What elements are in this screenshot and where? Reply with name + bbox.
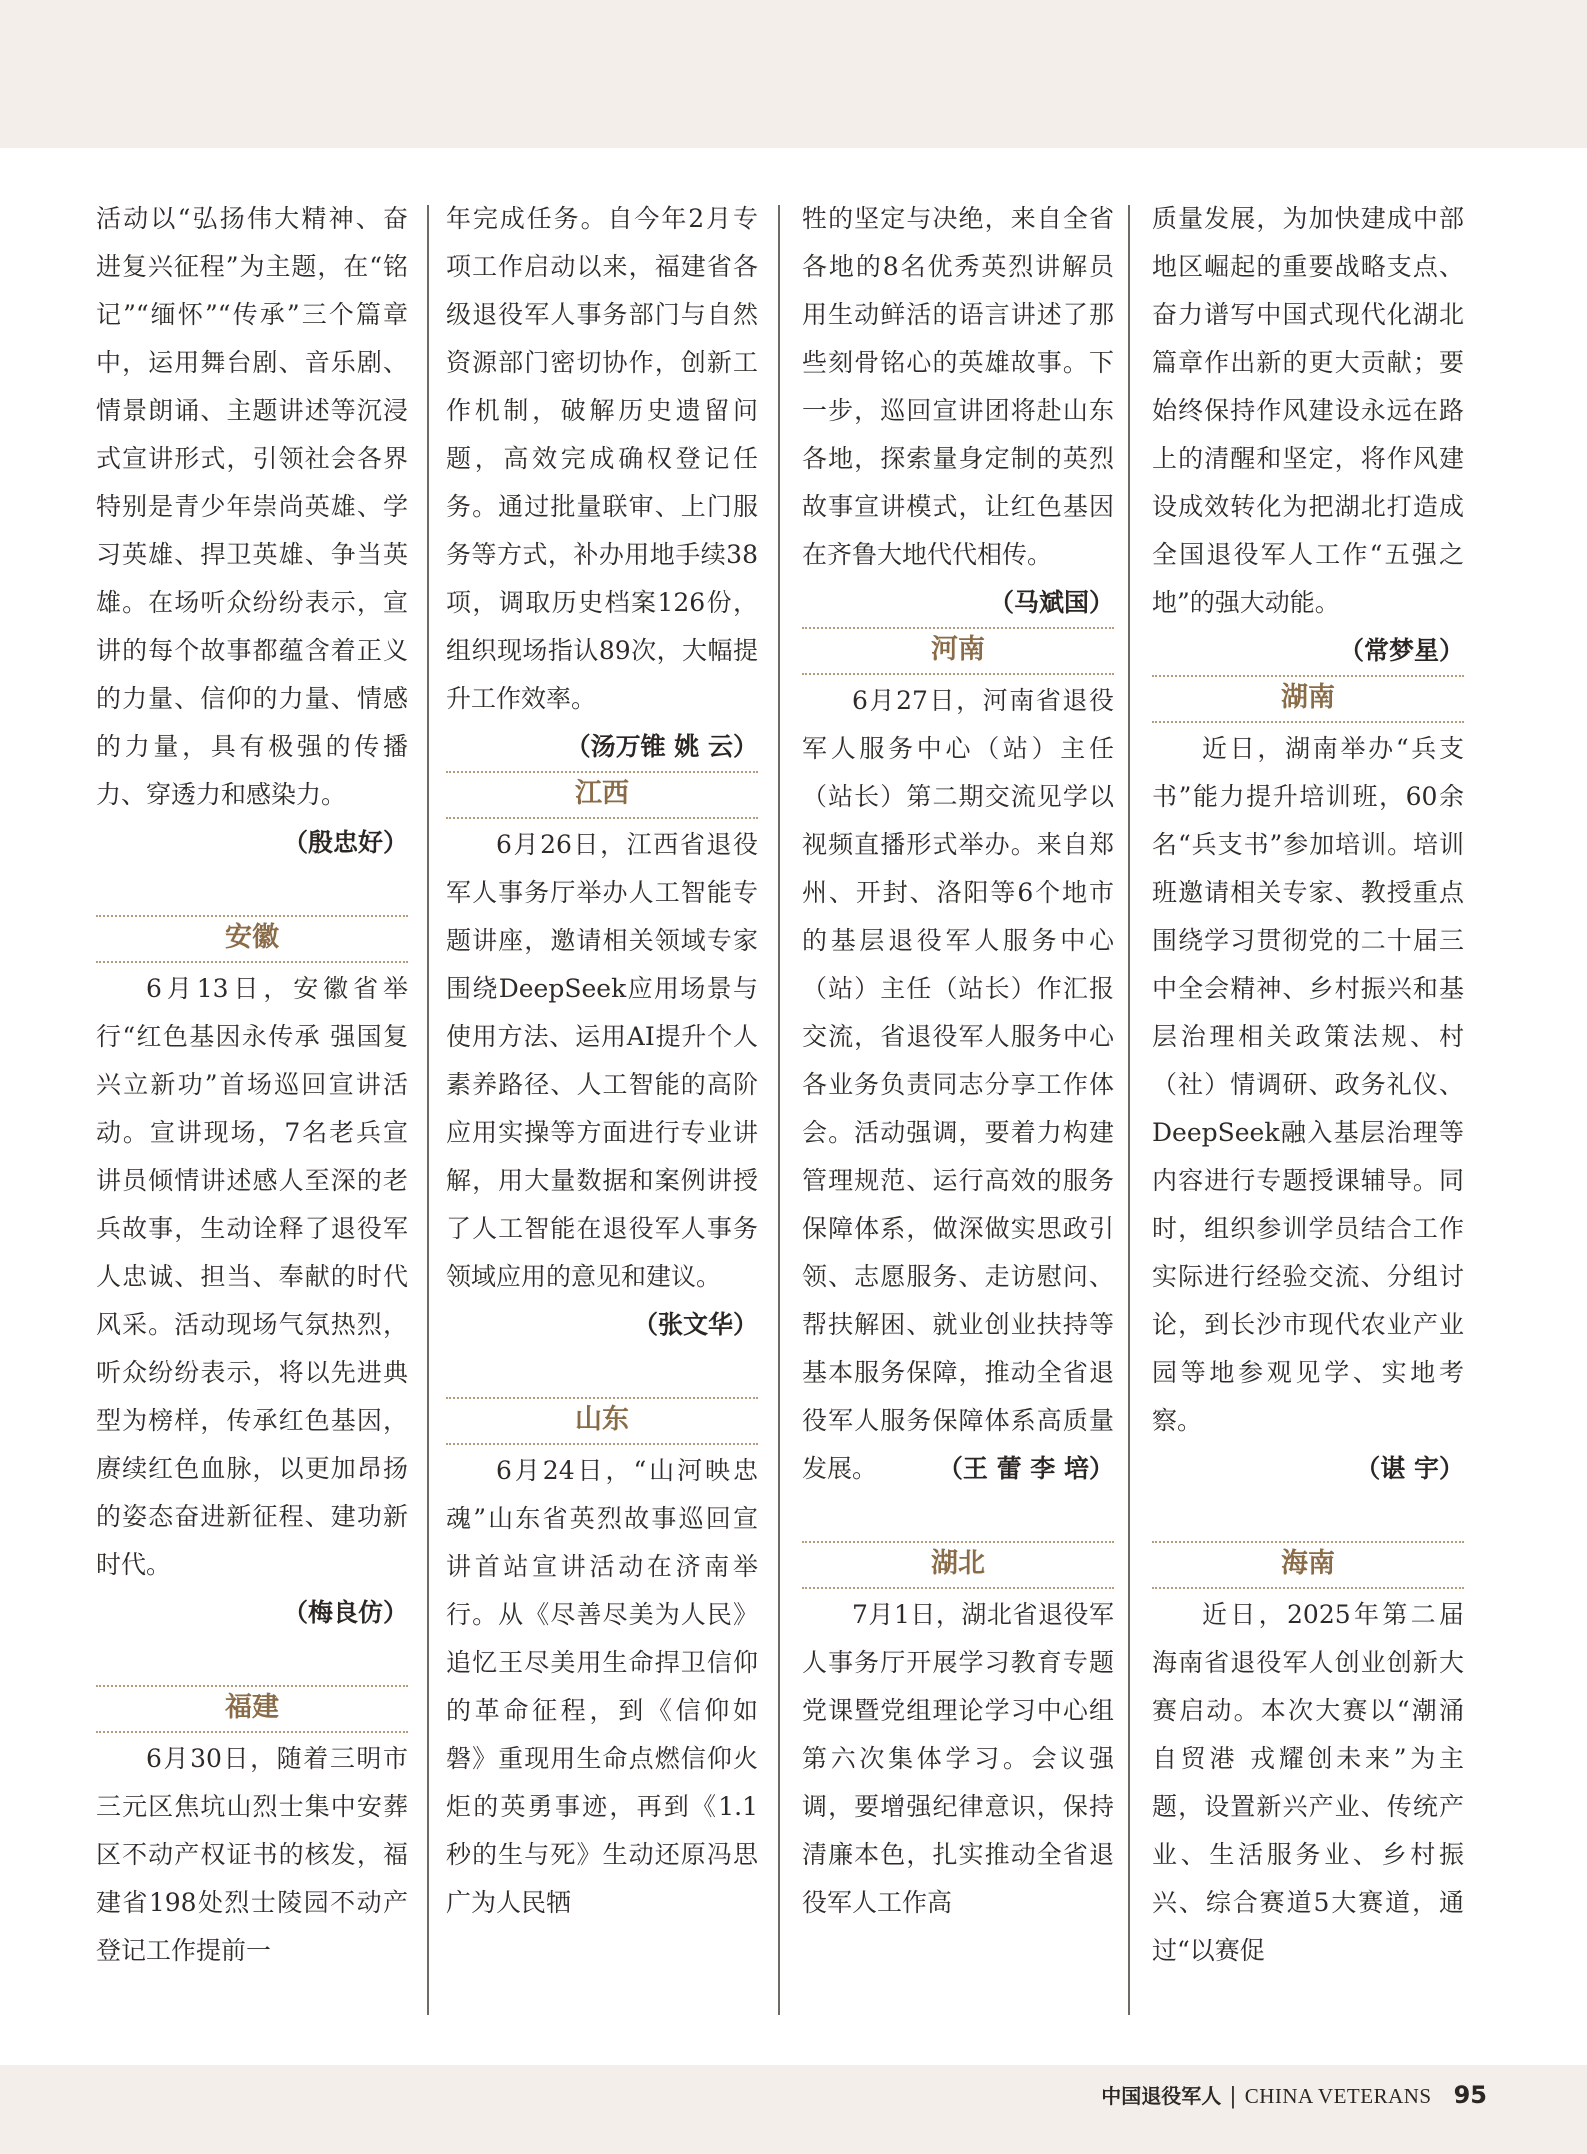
text-column-4: [1152, 195, 1464, 1975]
column-divider: [427, 205, 429, 2015]
paragraph: [446, 195, 758, 761]
paragraph: [802, 195, 1114, 617]
paragraph-text: 牲的坚定与决绝，来自全省各地的8名优秀英烈讲解员用生动鲜活的语言讲述了那些刻骨铭心的英雄故事。下一步，巡回宣讲团将赴山东各地，探索量身定制的英烈故事宣讲模式，让红色基因在齐鲁大地代代相传。: [802, 204, 1114, 569]
byline: （马斌国）: [988, 588, 1114, 617]
byline: （王 蕾 李 培）: [937, 1454, 1114, 1483]
section-heading-hainan: 海南: [1152, 1541, 1464, 1589]
text-column-2: [446, 195, 758, 1927]
column-divider: [1128, 205, 1130, 2015]
paragraph: 6月13日，安徽省举行“红色基因永传承 强国复兴立新功”首场巡回宣讲活动。宣讲现场，7名老兵宣讲员倾情讲述感人至深的老兵故事，生动诠释了退役军人忠诚、担当、奉献的时代风采。活动现场气氛热烈，听众纷纷表示，将以先进典型为榜样，传承红色基因，赓续红色血脉，以更加昂扬的姿态奋进新征程、建功新时代。: [96, 974, 408, 1579]
paragraph: 活动以“弘扬伟大精神、奋进复兴征程”为主题，在“铭记”“缅怀”“传承”三个篇章中，运用舞台剧、音乐剧、情景朗诵、主题讲述等沉浸式宣讲形式，引领社会各界特别是青少年崇尚英雄、学习英雄、捍卫英雄、争当英雄。在场听众纷纷表示，宣讲的每个故事都蕴含着正义的力量、信仰的力量、情感的力量，具有极强的传播力、穿透力和感染力。: [96, 204, 408, 809]
byline: （汤万锥 姚 云）: [565, 732, 758, 761]
paragraph-text: 6月27日，河南省退役军人服务中心（站）主任（站长）第二期交流见学以视频直播形式举办。来自郑州、开封、洛阳等6个地市的基层退役军人服务中心（站）主任（站长）作汇报交流，省退役军人服务中心各业务负责同志分享工作体会。活动强调，要着力构建管理规范、运行高效的服务保障体系，做深做实思政引领、志愿服务、走访慰问、帮扶解困、就业创业扶持等基本服务保障，推动全省退役军人服务保障体系高质量发展。: [802, 686, 1114, 1483]
column-divider: [778, 205, 780, 2015]
paragraph: 6月26日，江西省退役军人事务厅举办人工智能专题讲座，邀请相关领域专家围绕DeepSeek应用场景与使用方法、运用AI提升个人素养路径、人工智能的高阶应用实操等方面进行专业讲解，用大量数据和案例讲授了人工智能在退役军人事务领域应用的意见和建议。: [446, 830, 758, 1291]
byline: （殷忠好）: [282, 828, 408, 857]
byline: （谌 宇）: [1355, 1454, 1464, 1483]
section-heading-henan: 河南: [802, 627, 1114, 675]
text-column-1: [96, 195, 408, 1975]
top-band: [0, 0, 1587, 148]
paragraph-text: 质量发展，为加快建成中部地区崛起的重要战略支点、奋力谱写中国式现代化湖北篇章作出新的更大贡献；要始终保持作风建设永远在路上的清醒和坚定，将作风建设成效转化为把湖北打造成全国退役军人工作“五强之地”的强大动能。: [1152, 204, 1464, 617]
paragraph: 近日，湖南举办“兵支书”能力提升培训班，60余名“兵支书”参加培训。培训班邀请相关专家、教授重点围绕学习贯彻党的二十届三中全会精神、乡村振兴和基层治理相关政策法规、村（社）情调研、政务礼仪、DeepSeek融入基层治理等内容进行专题授课辅导。同时，组织参训学员结合工作实际进行经验交流、分组讨论，到长沙市现代农业产业园等地参观见学、实地考察。: [1152, 734, 1464, 1435]
byline: （常梦星）: [1338, 636, 1464, 665]
section-heading-fujian: 福建: [96, 1685, 408, 1733]
byline: （梅良仿）: [282, 1598, 408, 1627]
page-number: 95: [1453, 2081, 1487, 2109]
section-heading-shandong: 山东: [446, 1397, 758, 1445]
paragraph-text: 年完成任务。自今年2月专项工作启动以来，福建省各级退役军人事务部门与自然资源部门密切协作，创新工作机制，破解历史遗留问题，高效完成确权登记任务。通过批量联审、上门服务等方式，补办用地手续38项，调取历史档案126份，组织现场指认89次，大幅提升工作效率。: [446, 204, 758, 713]
section-heading-jiangxi: 江西: [446, 771, 758, 819]
footer-separator: |: [1229, 2084, 1237, 2109]
magazine-name: 中国退役军人: [1101, 2084, 1222, 2108]
paragraph: 6月24日，“山河映忠魂”山东省英烈故事巡回宣讲首站宣讲活动在济南举行。从《尽善尽美为人民》追忆王尽美用生命捍卫信仰的革命征程，到《信仰如磐》重现用生命点燃信仰火炬的英勇事迹，再到《1.1秒的生与死》生动还原冯思广为人民牺: [446, 1456, 758, 1917]
paragraph: 7月1日，湖北省退役军人事务厅开展学习教育专题党课暨党组理论学习中心组第六次集体学习。会议强调，要增强纪律意识，保持清廉本色，扎实推动全省退役军人工作高: [802, 1600, 1114, 1917]
byline: （张文华）: [632, 1310, 758, 1339]
page-footer: [1101, 2077, 1487, 2115]
paragraph: 6月30日，随着三明市三元区焦坑山烈士集中安葬区不动产权证书的核发，福建省198处烈士陵园不动产登记工作提前一: [96, 1744, 408, 1965]
magazine-english-name: CHINA VETERANS: [1244, 2084, 1432, 2108]
section-heading-hunan: 湖南: [1152, 675, 1464, 723]
paragraph: [1152, 195, 1464, 665]
section-heading-anhui: 安徽: [96, 915, 408, 963]
paragraph: [802, 677, 1114, 1493]
text-column-3: [802, 195, 1114, 1927]
section-heading-hubei: 湖北: [802, 1541, 1114, 1589]
paragraph: 近日，2025年第二届海南省退役军人创业创新大赛启动。本次大赛以“潮涌自贸港 戎耀创未来”为主题，设置新兴产业、传统产业、生活服务业、乡村振兴、综合赛道5大赛道，通过“以赛促: [1152, 1600, 1464, 1965]
